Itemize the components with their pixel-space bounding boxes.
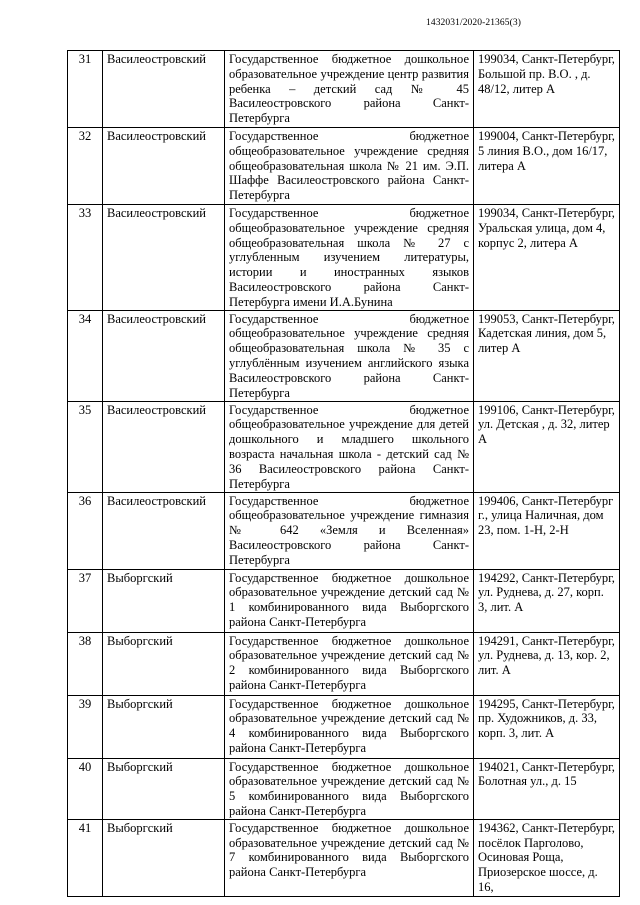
institution-name-cell: Государственное бюджетное общеобразовательное учреждение гимназия № 642 «Земля и Вселенная» Василеостровского района Санкт-Петербурга	[225, 492, 474, 569]
district-cell: Василеостровский	[103, 492, 225, 569]
row-number: 31	[68, 51, 103, 128]
table-body	[68, 51, 620, 897]
institution-name-cell: Государственное бюджетное дошкольное образовательное учреждение детский сад № 5 комбинированного вида Выборгского района Санкт-Петербурга	[225, 758, 474, 819]
row-number: 38	[68, 632, 103, 695]
row-number: 40	[68, 758, 103, 819]
row-number: 36	[68, 492, 103, 569]
table-row	[68, 569, 620, 632]
address-cell: 199034, Санкт-Петербург, Уральская улица, дом 4, корпус 2, литера А	[474, 205, 620, 311]
institution-name-cell: Государственное бюджетное дошкольное образовательное учреждение детский сад № 7 комбинированного вида Выборгского района Санкт-Петербурга	[225, 819, 474, 896]
district-cell: Выборгский	[103, 632, 225, 695]
address-cell: 199004, Санкт-Петербург, 5 линия В.О., дом 16/17, литера А	[474, 128, 620, 205]
institution-name-cell: Государственное бюджетное общеобразовательное учреждение средняя общеобразовательная школа № 35 с углублённым изучением английского языка Василеостровского района Санкт-Петербурга	[225, 310, 474, 401]
institution-name-cell: Государственное бюджетное общеобразовательное учреждение средняя общеобразовательная школа № 21 им. Э.П. Шаффе Василеостровского района Санкт-Петербурга	[225, 128, 474, 205]
district-cell: Василеостровский	[103, 128, 225, 205]
table-row	[68, 51, 620, 128]
table-row	[68, 128, 620, 205]
table-row	[68, 695, 620, 758]
district-cell: Выборгский	[103, 819, 225, 896]
table-row	[68, 310, 620, 401]
address-cell: 194292, Санкт-Петербург, ул. Руднева, д. 27, корп. 3, лит. А	[474, 569, 620, 632]
institution-name-cell: Государственное бюджетное дошкольное образовательное учреждение детский сад № 4 комбинированного вида Выборгского района Санкт-Петербурга	[225, 695, 474, 758]
document-number: 1432031/2020-21365(3)	[426, 18, 521, 28]
district-cell: Выборгский	[103, 569, 225, 632]
institutions-table	[67, 50, 620, 897]
row-number: 35	[68, 401, 103, 492]
table-row	[68, 758, 620, 819]
institution-name-cell: Государственное бюджетное общеобразовательное учреждение для детей дошкольного и младшего школьного возраста начальная школа - детский сад № 36 Василеостровского района Санкт-Петербурга	[225, 401, 474, 492]
address-cell: 199034, Санкт-Петербург, Большой пр. В.О. , д. 48/12, литер А	[474, 51, 620, 128]
row-number: 39	[68, 695, 103, 758]
institution-name-cell: Государственное бюджетное дошкольное образовательное учреждение центр развития ребенка – детский сад № 45 Василеостровского района Санкт-Петербурга	[225, 51, 474, 128]
table-row	[68, 205, 620, 311]
address-cell: 199106, Санкт-Петербург, ул. Детская , д. 32, литер А	[474, 401, 620, 492]
row-number: 41	[68, 819, 103, 896]
institution-name-cell: Государственное бюджетное общеобразовательное учреждение средняя общеобразовательная школа № 27 с углубленным изучением литературы, истории и иностранных языков Василеостровского района Санкт-Петербурга имени И.А.Бунина	[225, 205, 474, 311]
row-number: 34	[68, 310, 103, 401]
address-cell: 199406, Санкт-Петербург г., улица Наличная, дом 23, пом. 1-Н, 2-Н	[474, 492, 620, 569]
district-cell: Василеостровский	[103, 401, 225, 492]
table-row	[68, 819, 620, 896]
district-cell: Василеостровский	[103, 205, 225, 311]
row-number: 37	[68, 569, 103, 632]
address-cell: 194291, Санкт-Петербург, ул. Руднева, д. 13, кор. 2, лит. А	[474, 632, 620, 695]
address-cell: 194362, Санкт-Петербург, посёлок Парголово, Осиновая Роща, Приозерское шоссе, д. 16,	[474, 819, 620, 896]
district-cell: Выборгский	[103, 695, 225, 758]
table-row	[68, 632, 620, 695]
row-number: 32	[68, 128, 103, 205]
district-cell: Василеостровский	[103, 51, 225, 128]
table-row	[68, 492, 620, 569]
address-cell: 199053, Санкт-Петербург, Кадетская линия, дом 5, литер А	[474, 310, 620, 401]
table-row	[68, 401, 620, 492]
institution-name-cell: Государственное бюджетное дошкольное образовательное учреждение детский сад № 2 комбинированного вида Выборгского района Санкт-Петербурга	[225, 632, 474, 695]
district-cell: Выборгский	[103, 758, 225, 819]
row-number: 33	[68, 205, 103, 311]
district-cell: Василеостровский	[103, 310, 225, 401]
address-cell: 194021, Санкт-Петербург, Болотная ул., д. 15	[474, 758, 620, 819]
address-cell: 194295, Санкт-Петербург, пр. Художников, д. 33, корп. 3, лит. А	[474, 695, 620, 758]
institution-name-cell: Государственное бюджетное дошкольное образовательное учреждение детский сад № 1 комбинированного вида Выборгского района Санкт-Петербурга	[225, 569, 474, 632]
